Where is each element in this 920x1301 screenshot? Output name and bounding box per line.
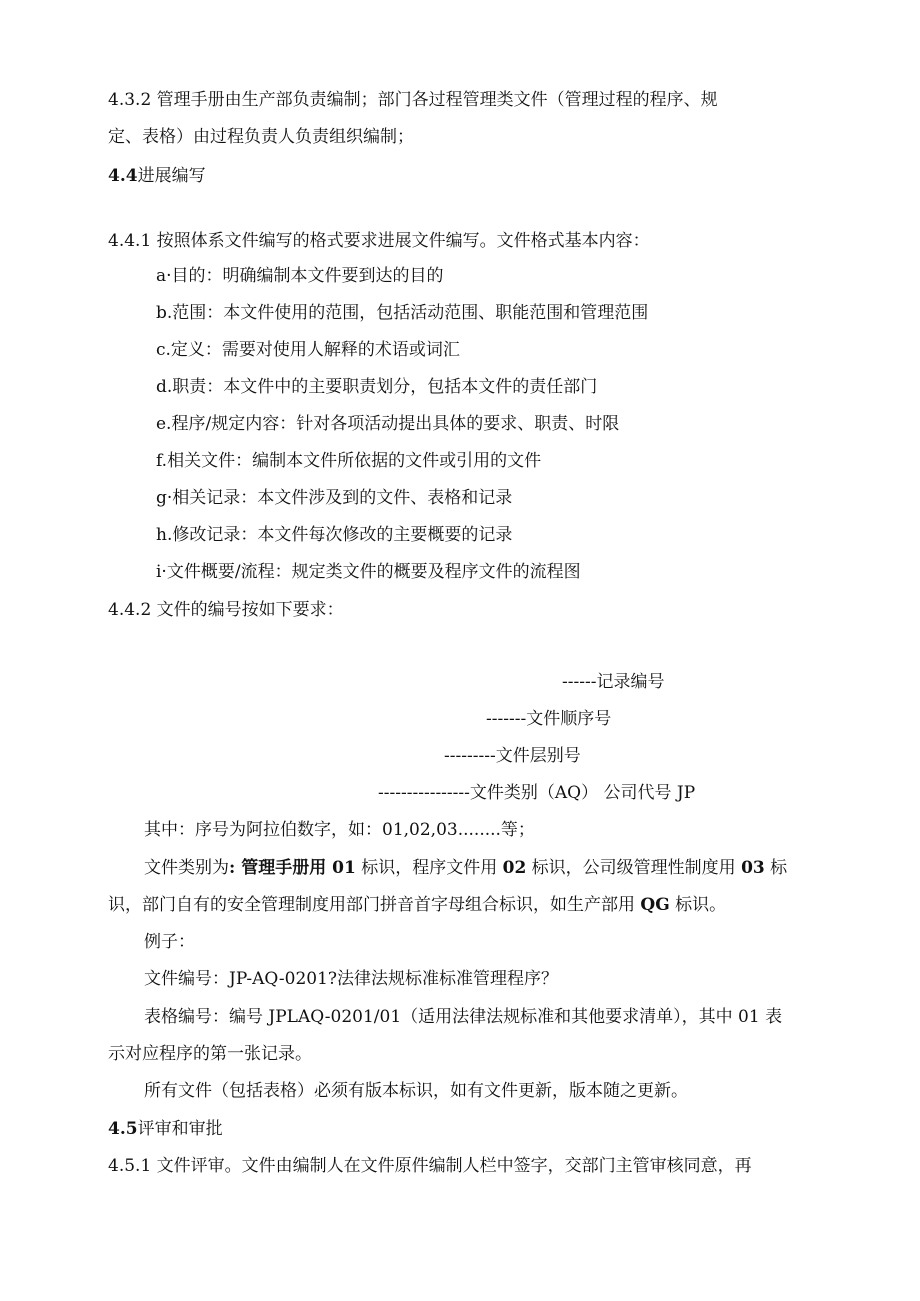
category-colon: : 管理手册用 (229, 858, 333, 878)
code-02: 02 (502, 858, 527, 878)
para-4-4-2: 4.4.2 文件的编号按如下要求： (108, 600, 344, 620)
para-category-line1 (144, 857, 787, 879)
list-item-a: a·目的：明确编制本文件要到达的目的 (156, 266, 444, 286)
para-form-no-line2: 示对应程序的第一张记录。 (108, 1044, 312, 1064)
category-text-4: 识，部门自有的安全管理制度用部门拼音首字母组合标识，如生产部用 (108, 895, 641, 915)
category-text-5: 标识。 (669, 895, 727, 915)
code-01: 01 (332, 858, 356, 878)
para-doc-no: 文件编号：JP-AQ-0201?法律法规标准标准管理程序？ (144, 969, 559, 989)
numbering-sequence-no: -------文件顺序号 (486, 709, 612, 729)
category-text-2: 标识，公司级管理性制度用 (526, 858, 742, 878)
category-lead: 文件类别为 (144, 858, 229, 878)
section-number: 4.4 (108, 166, 138, 186)
para-category-line2 (108, 894, 726, 916)
section-number: 4.5 (108, 1119, 138, 1139)
para-4-5-1: 4.5.1 文件评审。文件由编制人在文件原件编制人栏中签字，交部门主管审核同意，再 (108, 1156, 752, 1176)
para-sequence-note: 其中：序号为阿拉伯数字，如：01,02,03........等； (144, 820, 535, 840)
list-item-g: g·相关记录：本文件涉及到的文件、表格和记录 (156, 488, 513, 508)
code-qg: QG (640, 895, 670, 915)
category-text-3: 标 (764, 858, 788, 878)
category-text-1: 标识，程序文件用 (355, 858, 503, 878)
section-4-4-heading (108, 165, 206, 187)
section-title: 评审和审批 (137, 1119, 223, 1139)
list-item-i: i·文件概要/流程：规定类文件的概要及程序文件的流程图 (156, 562, 581, 582)
section-4-5-heading (108, 1118, 223, 1140)
list-item-c: c.定义：需要对使用人解释的术语或词汇 (156, 340, 460, 360)
numbering-record-no: ------记录编号 (562, 672, 665, 692)
para-4-4-1: 4.4.1 按照体系文件编写的格式要求进展文件编写。文件格式基本内容： (108, 231, 650, 251)
para-4-3-2-line2: 定、表格）由过程负责人负责组织编制； (108, 127, 414, 147)
list-item-d: d.职责：本文件中的主要职责划分，包括本文件的责任部门 (156, 377, 598, 397)
list-item-e: e.程序/规定内容：针对各项活动提出具体的要求、职责、时限 (156, 414, 620, 434)
para-version: 所有文件（包括表格）必须有版本标识，如有文件更新，版本随之更新。 (144, 1081, 688, 1101)
list-item-f: f.相关文件：编制本文件所依据的文件或引用的文件 (156, 451, 542, 471)
para-example: 例子： (144, 932, 195, 952)
list-item-b: b.范围：本文件使用的范围，包括活动范围、职能范围和管理范围 (156, 303, 649, 323)
para-4-3-2-line1: 4.3.2 管理手册由生产部负责编制；部门各过程管理类文件（管理过程的程序、规 (108, 90, 718, 110)
numbering-category-company: ----------------文件类别（AQ） 公司代号 JP (378, 783, 696, 803)
code-03: 03 (741, 858, 765, 878)
para-form-no-line1: 表格编号：编号 JPLAQ-0201/01（适用法律法规标准和其他要求清单），其中 01 表 (144, 1007, 783, 1027)
numbering-level-no: ---------文件层别号 (444, 746, 581, 766)
section-title: 进展编写 (137, 166, 206, 186)
list-item-h: h.修改记录：本文件每次修改的主要概要的记录 (156, 525, 513, 545)
